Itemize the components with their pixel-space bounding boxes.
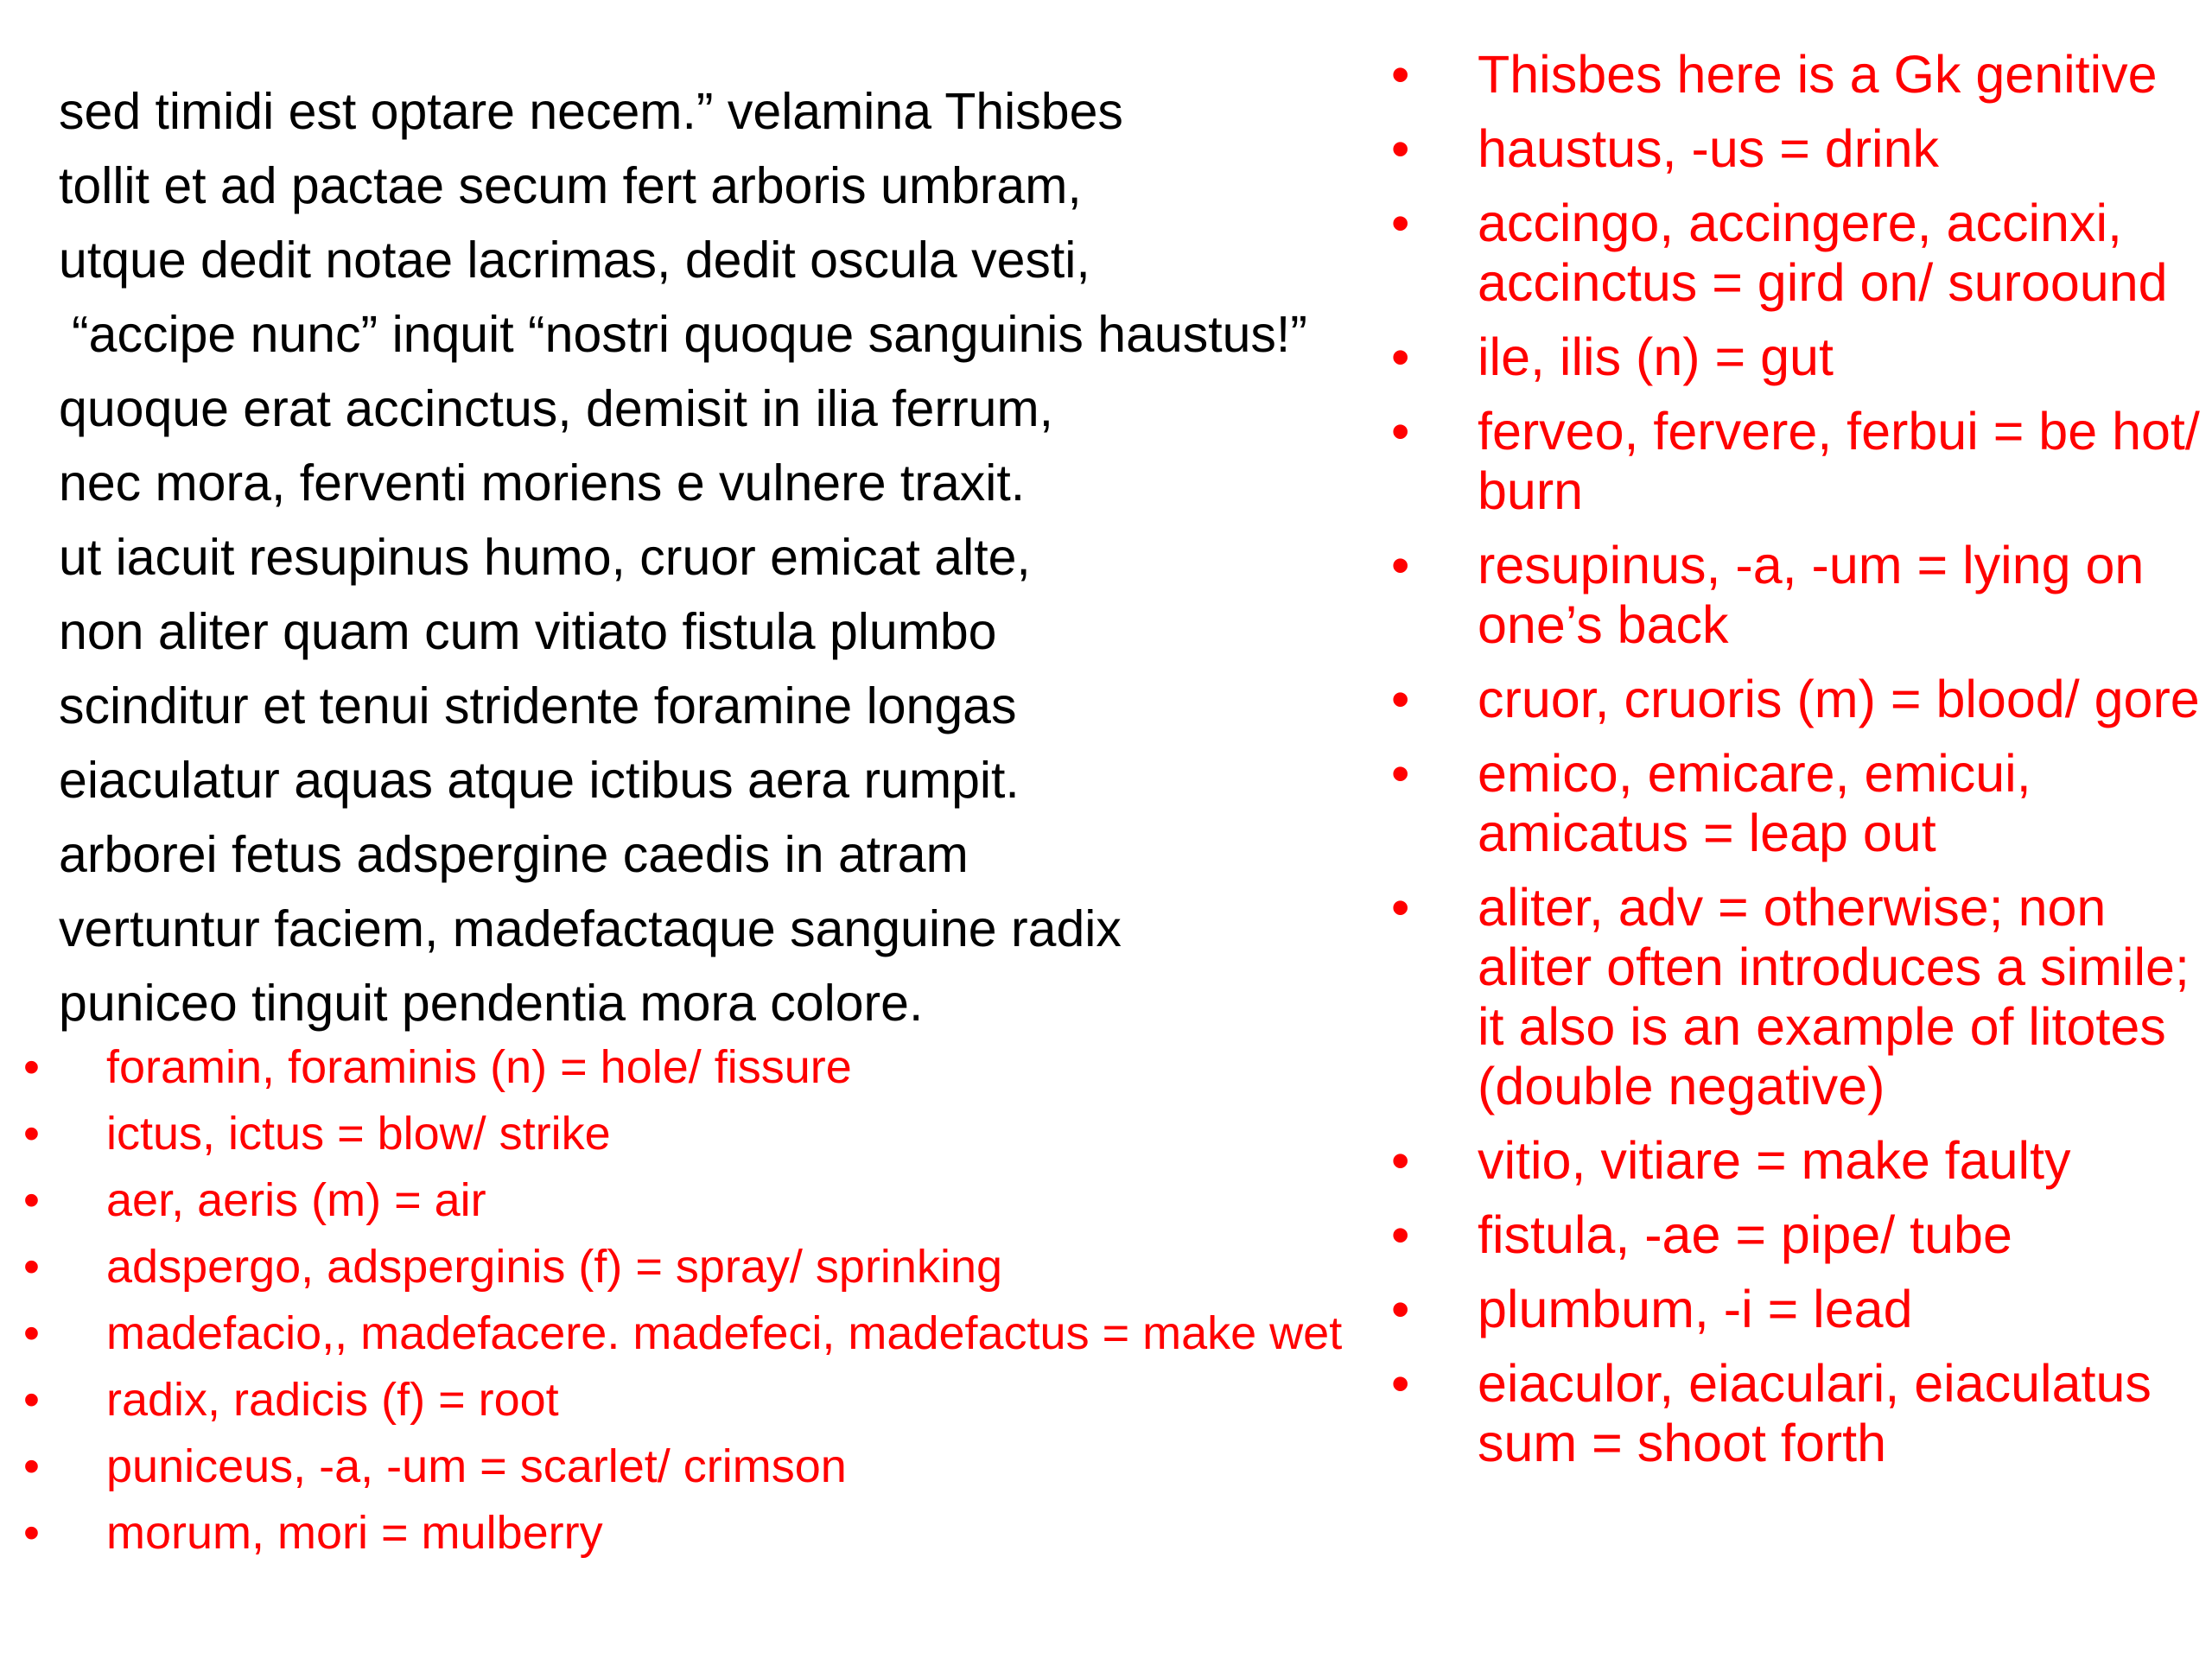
vocab-item [1391,1131,2212,1191]
bullet-icon: • [1391,744,1410,803]
vocab-entry: emico, emicare, emicui, amicatus = leap out [1478,744,2031,862]
bullet-icon: • [23,1374,40,1426]
vocab-entry: vitio, vitiare = make faulty [1478,1131,2071,1190]
vocab-item [1391,670,2212,729]
vocab-item [0,1306,1365,1360]
vocab-entry: cruor, cruoris (m) = blood/ gore [1478,670,2200,728]
vocab-entry: puniceus, -a, -um = scarlet/ crimson [106,1440,847,1492]
vocab-item [1391,1205,2212,1265]
latin-passage [59,74,1410,1040]
latin-line: eiaculatur aquas atque ictibus aera rumpit. [59,752,1020,809]
bullet-icon: • [23,1108,40,1160]
bullet-icon: • [1391,1205,1410,1264]
vocab-item [1391,878,2212,1116]
latin-line: tollit et ad pactae secum fert arboris umbram, [59,157,1082,214]
vocab-item [1391,119,2212,179]
vocab-list-bottom [0,1040,1365,1573]
vocab-entry: madefacio,, madefacere. madefeci, madefactus = make wet [106,1307,1343,1359]
bullet-icon: • [1391,670,1410,728]
latin-line: nec mora, ferventi moriens e vulnere traxit. [59,454,1026,512]
vocab-item [1391,327,2212,387]
bullet-icon: • [1391,45,1410,104]
bullet-icon: • [1391,878,1410,937]
vocab-entry: foramin, foraminis (n) = hole/ fissure [106,1041,852,1093]
vocab-entry: ile, ilis (n) = gut [1478,327,1834,386]
vocab-item [1391,45,2212,105]
bullet-icon: • [23,1307,40,1359]
bullet-icon: • [1391,194,1410,252]
vocab-entry: resupinus, -a, -um = lying on one’s back [1478,536,2145,654]
bullet-icon: • [23,1440,40,1492]
bullet-icon: • [23,1174,40,1226]
latin-line: utque dedit notae lacrimas, dedit oscula vesti, [59,232,1090,289]
vocab-item [1391,536,2212,655]
bullet-icon: • [23,1507,40,1559]
vocab-item [0,1506,1365,1560]
vocab-entry: Thisbes here is a Gk genitive [1478,45,2158,104]
bullet-icon: • [1391,536,1410,594]
bullet-icon: • [23,1241,40,1293]
latin-line: ut iacuit resupinus humo, cruor emicat alte, [59,529,1031,586]
vocab-entry: accingo, accingere, accinxi, accinctus = gird on/ suroound [1478,194,2168,312]
vocab-item [0,1373,1365,1427]
vocab-list-right [1391,45,2212,1488]
vocab-item [1391,1354,2212,1473]
vocab-entry: adspergo, adsperginis (f) = spray/ sprinking [106,1241,1003,1293]
latin-line: vertuntur faciem, madefactaque sanguine radix [59,900,1122,957]
latin-line: quoque erat accinctus, demisit in ilia ferrum, [59,380,1054,437]
vocab-entry: ferveo, fervere, ferbui = be hot/ burn [1478,402,2200,520]
vocab-item [1391,1280,2212,1339]
bullet-icon: • [1391,402,1410,461]
bullet-icon: • [1391,119,1410,178]
vocab-item [1391,194,2212,313]
bullet-icon: • [1391,1131,1410,1190]
vocab-item [0,1240,1365,1294]
vocab-entry: eiaculor, eiaculari, eiaculatus sum = shoot forth [1478,1354,2152,1472]
latin-line: non aliter quam cum vitiato fistula plumbo [59,603,997,660]
vocab-item [1391,402,2212,521]
vocab-entry: haustus, -us = drink [1478,119,1940,178]
latin-line: “accipe nunc” inquit “nostri quoque sanguinis haustus!” [72,306,1307,363]
latin-line: sed timidi est optare necem.” velamina Thisbes [59,83,1123,140]
vocab-item [0,1440,1365,1493]
bullet-icon: • [1391,1354,1410,1413]
vocab-item [0,1173,1365,1227]
vocab-item [0,1040,1365,1094]
vocab-entry: plumbum, -i = lead [1478,1280,1913,1338]
vocab-entry: morum, mori = mulberry [106,1507,603,1559]
vocab-entry: aliter, adv = otherwise; non aliter often introduces a simile; it also is an example of litotes (double negative) [1478,878,2190,1116]
vocab-entry: aer, aeris (m) = air [106,1174,486,1226]
vocab-item [0,1107,1365,1160]
latin-line: scinditur et tenui stridente foramine longas [59,677,1017,734]
vocab-item [1391,744,2212,863]
vocab-entry: radix, radicis (f) = root [106,1374,559,1426]
bullet-icon: • [23,1041,40,1093]
bullet-icon: • [1391,327,1410,386]
vocab-entry: ictus, ictus = blow/ strike [106,1108,611,1160]
bullet-icon: • [1391,1280,1410,1338]
latin-line: arborei fetus adspergine caedis in atram [59,826,969,883]
vocab-entry: fistula, -ae = pipe/ tube [1478,1205,2012,1264]
latin-line: puniceo tinguit pendentia mora colore. [59,975,924,1032]
